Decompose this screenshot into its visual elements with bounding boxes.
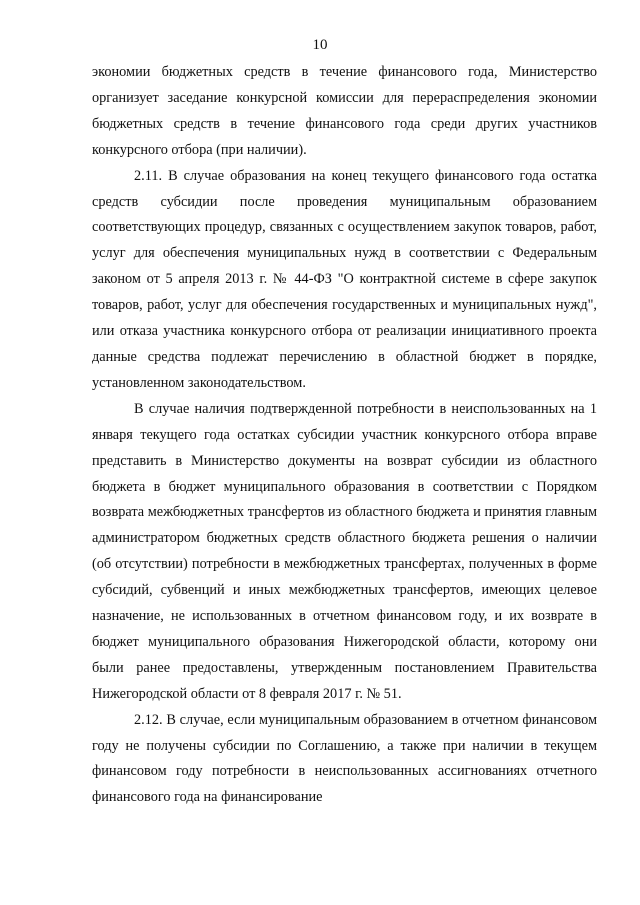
document-body <box>92 60 597 811</box>
paragraph-subsidy-return: В случае наличия подтвержденной потребности в неиспользованных на 1 января текущего года остатках субсидии участник конкурсного отбора вправе представить в Министерство документы на возврат субсидии из областного бюджета в бюджет муниципального образования в соответствии с Порядком возврата межбюджетных трансфертов из областного бюджета и принятия главным администратором бюджетных средств областного бюджета решения о наличии (об отсутствии) потребности в межбюджетных трансфертах, полученных в форме субсидий, субвенций и иных межбюджетных трансфертов, имеющих целевое назначение, не использованных в отчетном финансовом году, и их возврате в бюджет муниципального образования Нижегородской области, которому они были ранее предоставлены, утвержденным постановлением Правительства Нижегородской области от 8 февраля 2017 г. № 51. <box>92 400 597 702</box>
paragraph-2-11: 2.11. В случае образования на конец текущего финансового года остатка средств субсидии после проведения муниципальным образованием соответствующих процедур, связанных с осуществлением закупок товаров, работ, услуг для обеспечения муниципальных нужд в соответствии с Федеральным законом от 5 апреля 2013 г. № 44-ФЗ "О контрактной системе в сфере закупок товаров, работ, услуг для обеспечения государственных и муниципальных нужд", или отказа участника конкурсного отбора от реализации инициативного проекта данные средства подлежат перечислению в областной бюджет в порядке, установленном законодательством. <box>92 167 597 391</box>
page-number: 10 <box>312 37 328 53</box>
paragraph-2-12: 2.12. В случае, если муниципальным образованием в отчетном финансовом году не получены субсидии по Соглашению, а также при наличии в текущем финансовом году потребности в неиспользованных ассигнованиях отчетного финансового года на финансирование <box>92 711 597 806</box>
paragraph-continuation: экономии бюджетных средств в течение финансового года, Министерство организует заседание конкурсной комиссии для перераспределения экономии бюджетных средств в течение финансового года среди других участников конкурсного отбора (при наличии). <box>92 64 597 158</box>
